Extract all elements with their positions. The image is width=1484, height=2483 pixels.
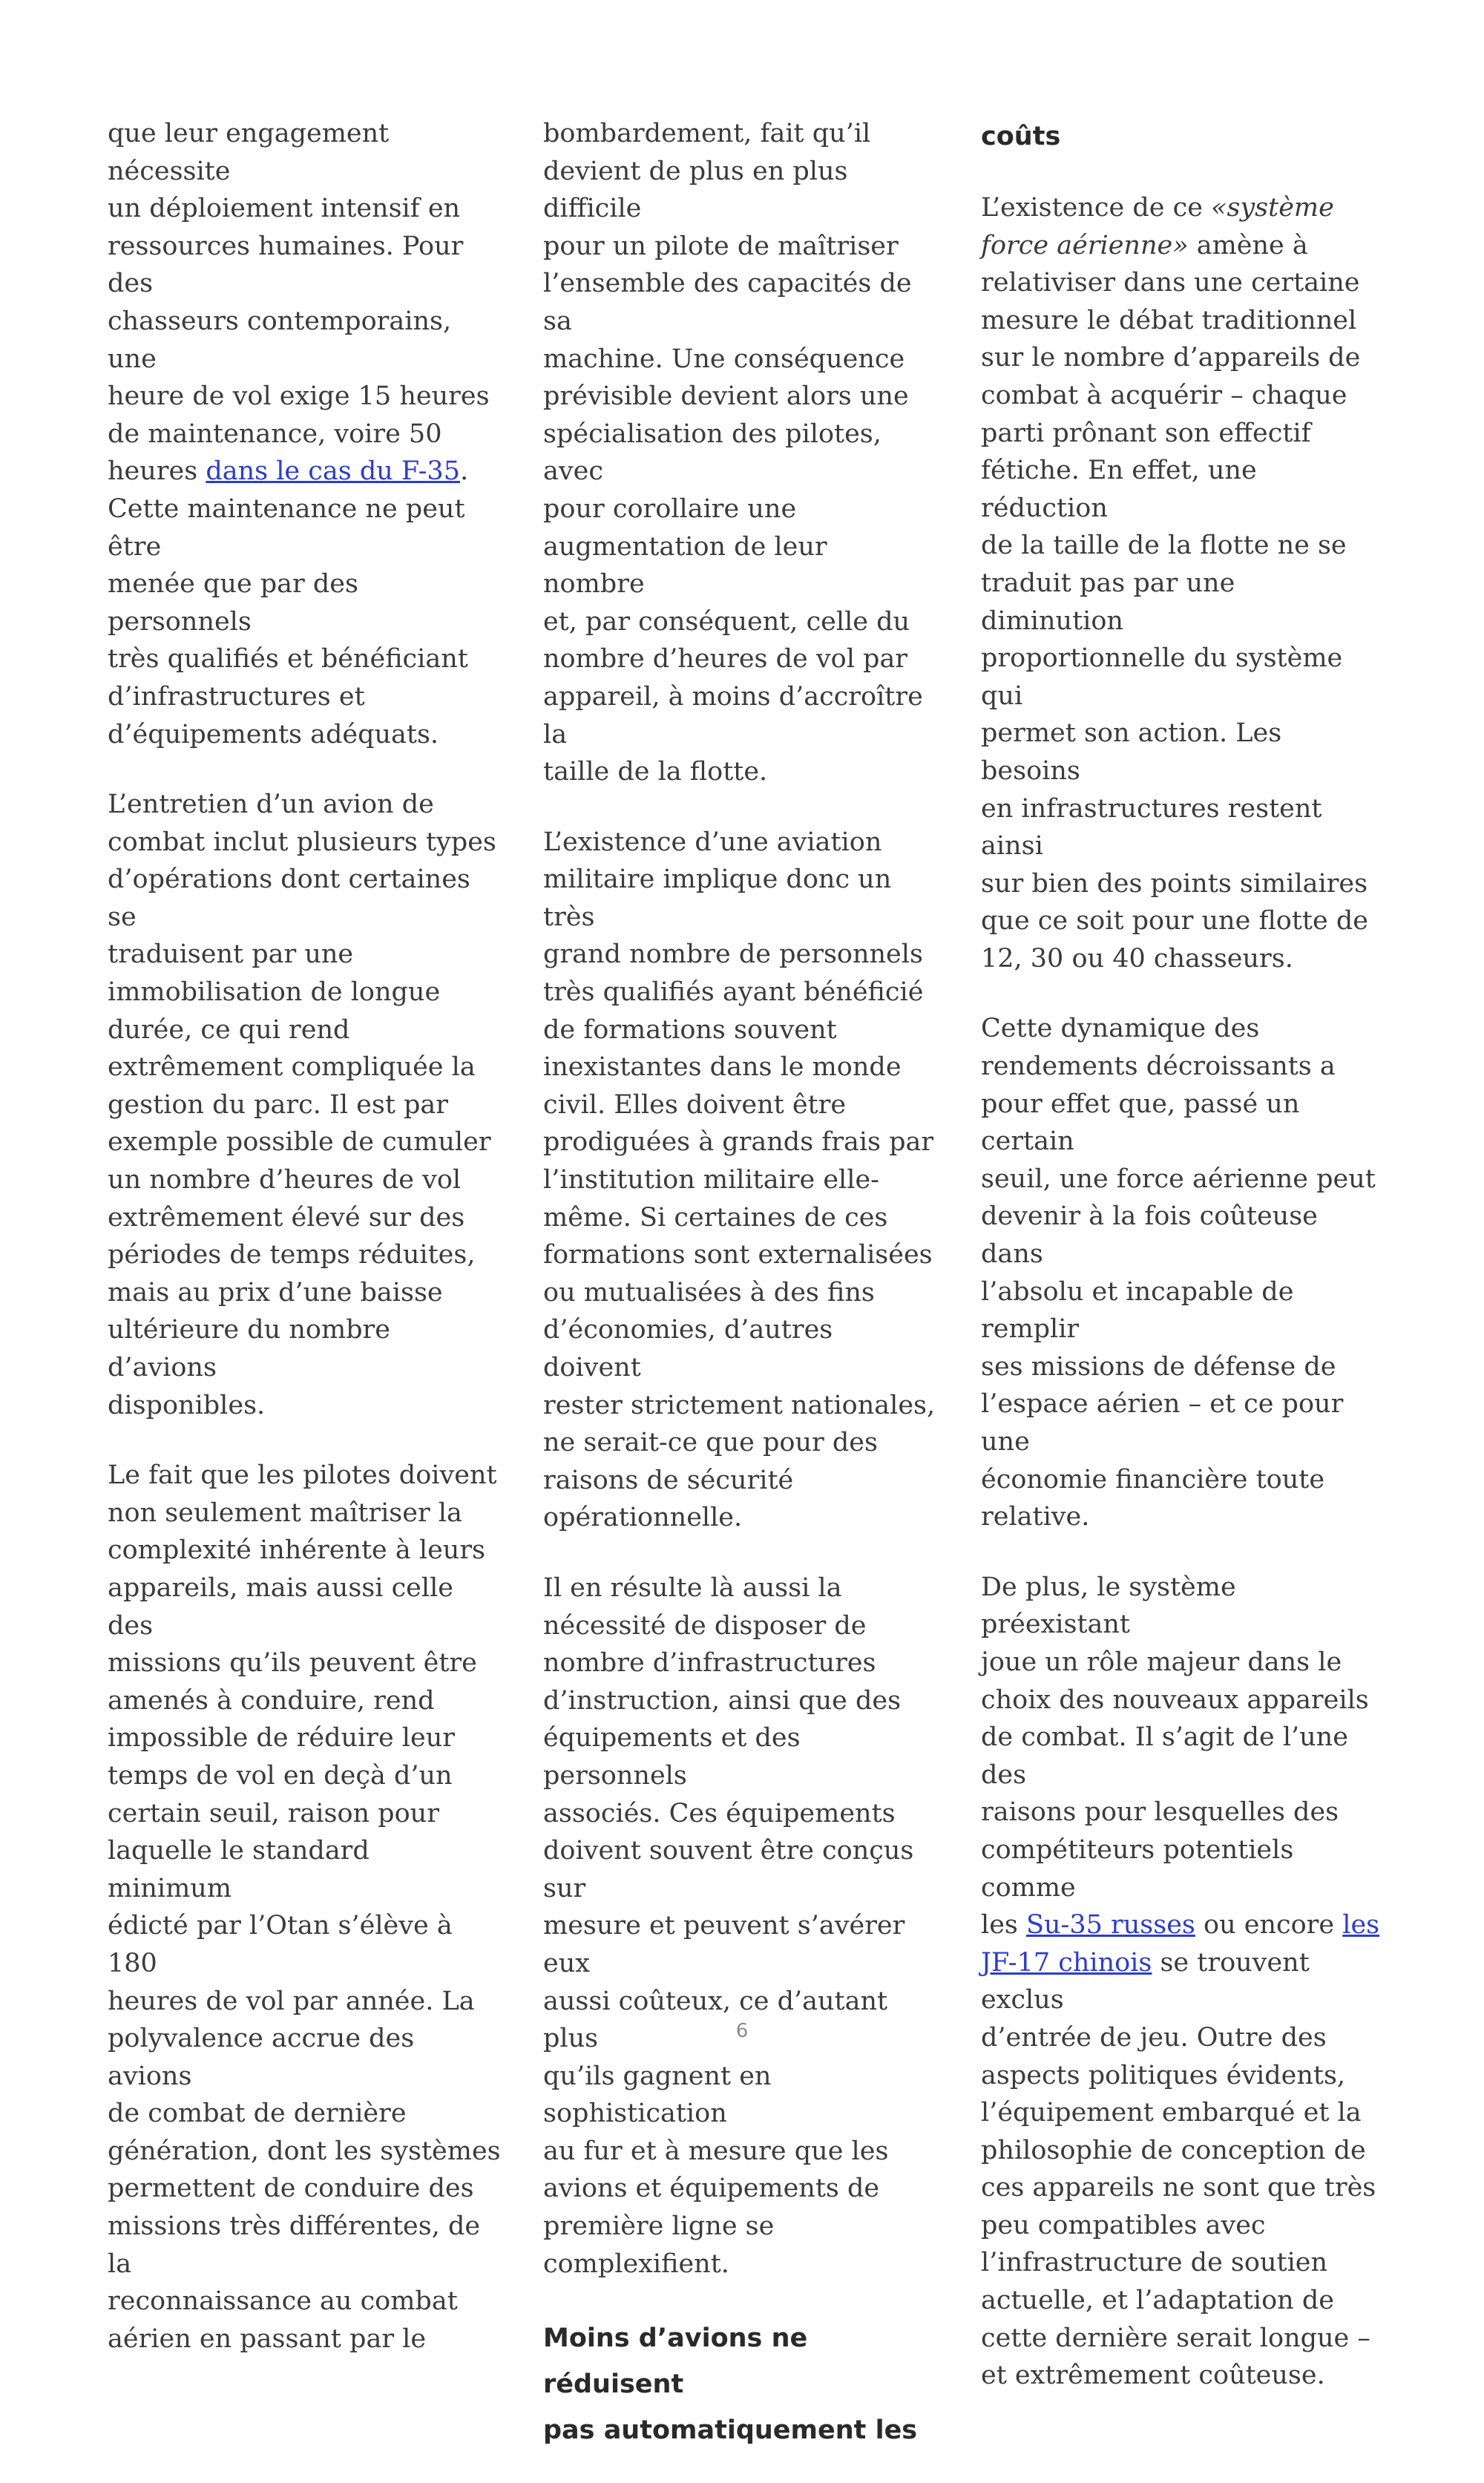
paragraph: De plus, le système préexistant joue un rôle majeur dans le choix des nouveaux appareils de combat. Il s’agit de l’une des raisons pour lesquelles des compétiteurs potentiels comme les Su-35 russes ou encore les JF-17 chinois se trouvent exclus d’entrée de jeu. Outre des aspects politiques évidents, l’équipement embarqué et la philosophie de conception de ces appareils ne sont que très peu compatibles avec l’infrastructure de soutien actuelle, et l’adaptation de cette dernière serait longue – et extrêmement coûteuse.: [981, 1572, 1380, 2391]
paragraph: que leur engagement nécessite un déploiement intensif en ressources humaines. Pour des chasseurs contemporains, une heure de vol exige 15 heures de maintenance, voire 50 heures dans le cas du F-35. Cette maintenance ne peut être menée que par des personnels très qualifiés et bénéficiant d’infrastructures et d’équipements adéquats.: [108, 119, 490, 750]
paragraph: Il en résulte là aussi la nécessité de disposer de nombre d’infrastructures d’instruction, ainsi que des équipements et des personnels associés. Ces équipements doivent souvent être conçus sur mesure et peuvent s’avérer eux aussi coûteux, ce d’autant plus qu’ils gagnent en sophistication au fur et à mesure que les avions et équipements de première ligne se complexifient.: [543, 1572, 914, 2279]
paragraph: L’existence d’une aviation militaire implique donc un très grand nombre de personnels très qualifiés ayant bénéficié de formations souvent inexistantes dans le monde civil. Elles doivent être prodiguées à grands frais par l’institution militaire elle- même. Si certaines de ces formations sont externalisées ou mutualisées à des fins d’économies, d’autres doivent rester strictement nationales, ne serait-ce que pour des raisons de sécurité opérationnelle.: [543, 827, 936, 1533]
paragraph: Le fait que les pilotes doivent non seulement maîtriser la complexité inhérente à leurs appareils, mais aussi celle des missions qu’ils peuvent être amenés à conduire, rend impossible de réduire leur temps de vol en deçà d’un certain seuil, raison pour laquelle le standard minimum édicté par l’Otan s’élève à 180 heures de vol par année. La polyvalence accrue des avions de combat de dernière génération, dont les systèmes permettent de conduire des missions très différentes, de la reconnaissance au combat aérien en passant par le: [108, 1460, 501, 2354]
column-left: [108, 115, 501, 2390]
section-heading-continued: coûts: [981, 122, 1061, 151]
quoted-term: «système force aérienne»: [981, 193, 1334, 260]
paragraph: bombardement, fait qu’il devient de plus en plus difficile pour un pilote de maîtriser l’ensemble des capacités de sa machine. Une conséquence prévisible devient alors une spécialisation des pilotes, avec pour corollaire une augmentation de leur nombre et, par conséquent, celle du nombre d’heures de vol par appareil, à moins d’accroître la taille de la flotte.: [543, 119, 923, 787]
paragraph: Cette dynamique des rendements décroissants a pour effet que, passé un certain seuil, une force aérienne peut devenir à la fois coûteuse dans l’absolu et incapable de remplir ses missions de défense de l’espace aérien – et ce pour une économie financière toute relative.: [981, 1014, 1376, 1532]
column-middle: [543, 115, 936, 2483]
paragraph: L’entretien d’un avion de combat inclut plusieurs types d’opérations dont certaines se traduisent par une immobilisation de longue durée, ce qui rend extrêmement compliquée la gestion du parc. Il est par exemple possible de cumuler un nombre d’heures de vol extrêmement élevé sur des périodes de temps réduites, mais au prix d’une baisse ultérieure du nombre d’avions disponibles.: [108, 790, 496, 1420]
link-f35-maintenance[interactable]: dans le cas du F-35: [206, 456, 460, 487]
paragraph: L’existence de ce «système force aérienne» amène à relativiser dans une certaine mesure le débat traditionnel sur le nombre d’appareils de combat à acquérir – chaque parti prônant son effectif fétiche. En effet, une réduction de la taille de la flotte ne se traduit pas par une diminution proportionnelle du système qui permet son action. Les besoins en infrastructures restent ainsi sur bien des points similaires que ce soit pour une flotte de 12, 30 ou 40 chasseurs.: [981, 193, 1368, 974]
column-right: [981, 115, 1382, 2427]
page-number: 6: [735, 2020, 749, 2042]
section-heading: Moins d’avions ne réduisent pas automatiquement les: [543, 2323, 918, 2446]
link-jf17-chinois[interactable]: les JF-17 chinois: [981, 1910, 1380, 1978]
link-su35-russes[interactable]: Su-35 russes: [1026, 1910, 1195, 1941]
